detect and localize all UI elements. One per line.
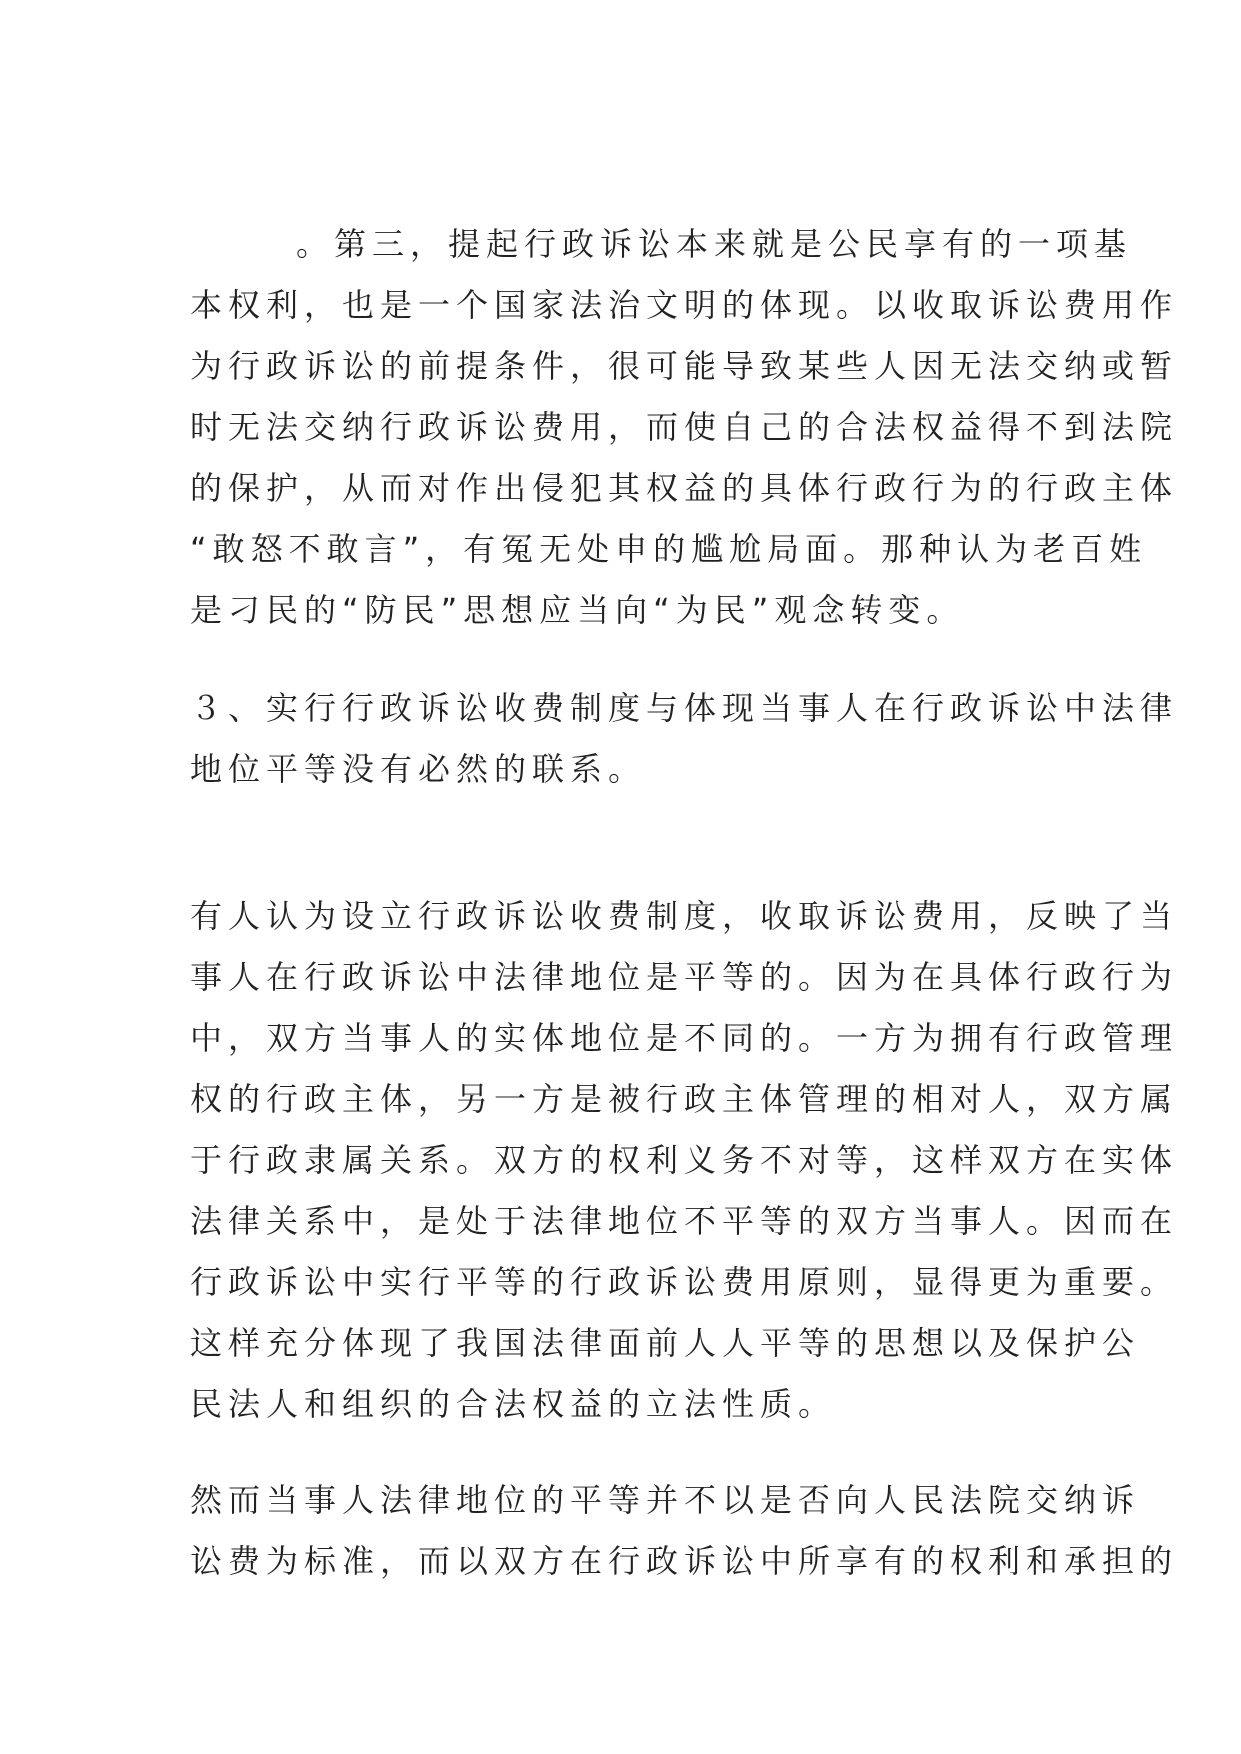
paragraph-opposing-view: [190, 886, 1179, 1435]
text-line: ３、实行行政诉讼收费制度与体现当事人在行政诉讼中法律: [190, 689, 1179, 727]
text-line: 时无法交纳行政诉讼费用，而使自己的合法权益得不到法院: [190, 408, 1179, 446]
text-line: 于行政隶属关系。双方的权利义务不对等，这样双方在实体: [190, 1141, 1179, 1179]
text-line: 。第三，提起行政诉讼本来就是公民享有的一项基: [296, 225, 1133, 263]
text-line: 本权利，也是一个国家法治文明的体现。以收取诉讼费用作: [190, 286, 1179, 324]
text-line: 讼费为标准，而以双方在行政诉讼中所享有的权利和承担的: [190, 1542, 1179, 1580]
text-line: 然而当事人法律地位的平等并不以是否向人民法院交纳诉: [190, 1481, 1141, 1519]
section-heading-3: [190, 678, 1179, 800]
text-line: 为行政诉讼的前提条件，很可能导致某些人因无法交纳或暂: [190, 347, 1179, 385]
text-line: 中，双方当事人的实体地位是不同的。一方为拥有行政管理: [190, 1019, 1179, 1057]
text-line: “敢怒不敢言”，有冤无处申的尴尬局面。那种认为老百姓: [190, 530, 1148, 568]
text-line: 这样充分体现了我国法律面前人人平等的思想以及保护公: [190, 1324, 1141, 1362]
text-line: 有人认为设立行政诉讼收费制度，收取诉讼费用，反映了当: [190, 897, 1179, 935]
text-line: 是刁民的“防民”思想应当向“为民”观念转变。: [190, 591, 965, 629]
text-line: 法律关系中，是处于法律地位不平等的双方当事人。因而在: [190, 1202, 1179, 1240]
text-line: 民法人和组织的合法权益的立法性质。: [190, 1385, 837, 1423]
text-line: 权的行政主体，另一方是被行政主体管理的相对人，双方属: [190, 1080, 1179, 1118]
paragraph-third-point: [190, 214, 1179, 641]
text-line: 行政诉讼中实行平等的行政诉讼费用原则，显得更为重要。: [190, 1263, 1179, 1301]
text-line: 地位平等没有必然的联系。: [190, 750, 647, 788]
text-line: 事人在行政诉讼中法律地位是平等的。因为在具体行政行为: [190, 958, 1179, 996]
paragraph-rebuttal: [190, 1470, 1179, 1592]
text-line: 的保护，从而对作出侵犯其权益的具体行政行为的行政主体: [190, 469, 1179, 507]
